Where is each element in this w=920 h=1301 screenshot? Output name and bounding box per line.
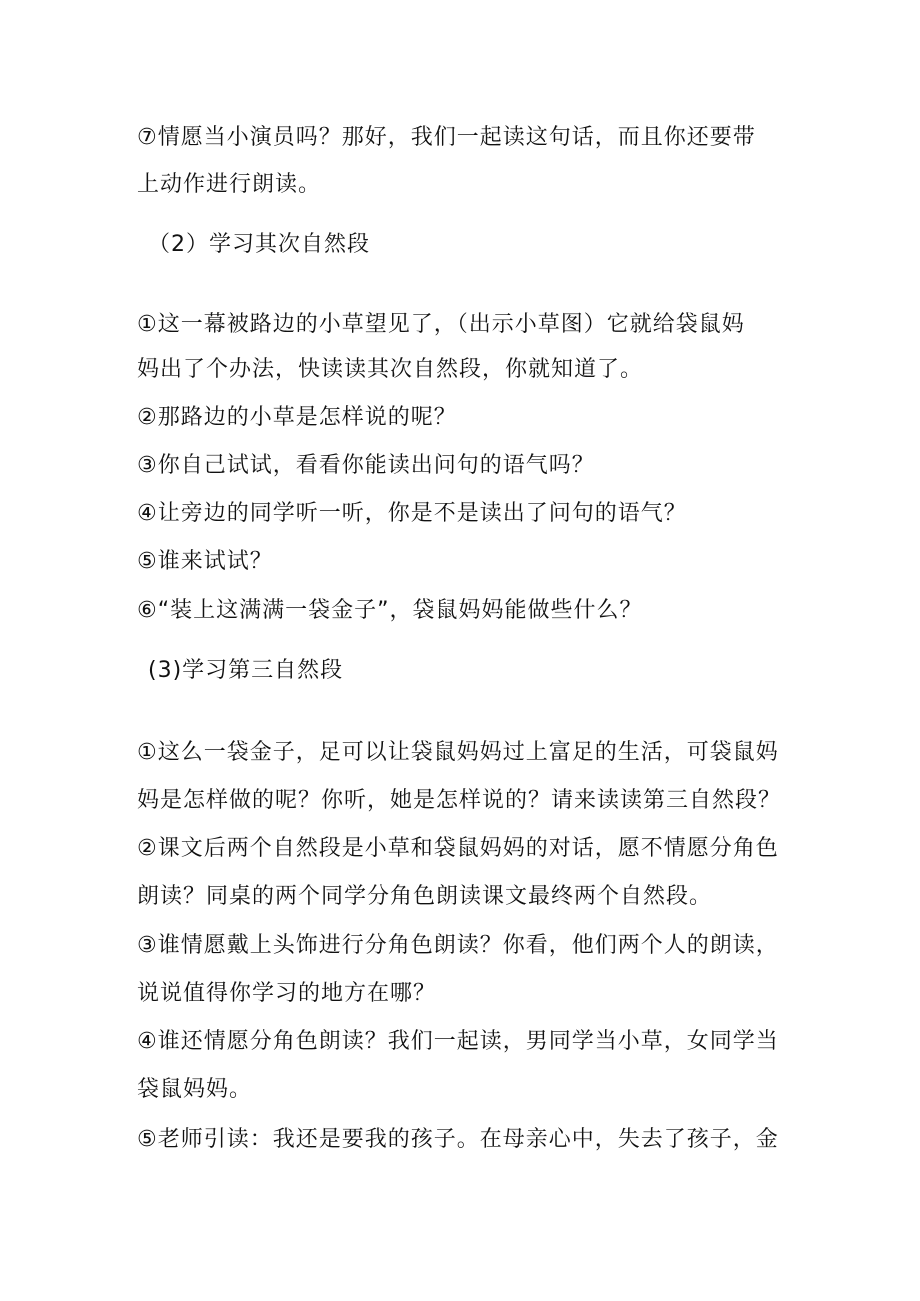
text-line: ⑥“装上这满满一袋金子”，袋鼠妈妈能做些什么？ bbox=[137, 598, 643, 623]
text-line: 妈是怎样做的呢？你听，她是怎样说的？请来读读第三自然段？ bbox=[137, 788, 782, 813]
section-heading: （2）学习其次自然段 bbox=[148, 232, 370, 257]
text-line: ②那路边的小草是怎样说的呢？ bbox=[137, 405, 457, 430]
text-line: 上动作进行朗读。 bbox=[137, 172, 322, 197]
text-line: 朗读？同桌的两个同学分角色朗读课文最终两个自然段。 bbox=[137, 884, 713, 909]
text-line: ①这么一袋金子，足可以让袋鼠妈妈过上富足的生活，可袋鼠妈 bbox=[137, 740, 779, 765]
text-line: 妈出了个办法，快读读其次自然段，你就知道了。 bbox=[137, 357, 644, 382]
text-line: ④谁还情愿分角色朗读？我们一起读，男同学当小草，女同学当 bbox=[137, 1029, 779, 1054]
text-line: 袋鼠妈妈。 bbox=[137, 1077, 253, 1102]
text-line: ③谁情愿戴上头饰进行分角色朗读？你看，他们两个人的朗读， bbox=[137, 933, 779, 958]
text-line: ①这一幕被路边的小草望见了，（出示小草图）它就给袋鼠妈 bbox=[137, 312, 745, 337]
text-line: ④让旁边的同学听一听，你是不是读出了问句的语气？ bbox=[137, 501, 687, 526]
text-line: ⑤谁来试试？ bbox=[137, 549, 273, 574]
text-line: ③你自己试试，看看你能读出问句的语气吗？ bbox=[137, 453, 595, 478]
text-line: ②课文后两个自然段是小草和袋鼠妈妈的对话，愿不情愿分角色 bbox=[137, 836, 779, 861]
section-heading: (3)学习第三自然段 bbox=[148, 658, 344, 683]
text-line: ⑤老师引读：我还是要我的孩子。在母亲心中，失去了孩子，金 bbox=[137, 1127, 779, 1152]
text-line: 说说值得你学习的地方在哪？ bbox=[137, 981, 437, 1006]
text-line: ⑦情愿当小演员吗？那好，我们一起读这句话，而且你还要带 bbox=[137, 125, 756, 150]
